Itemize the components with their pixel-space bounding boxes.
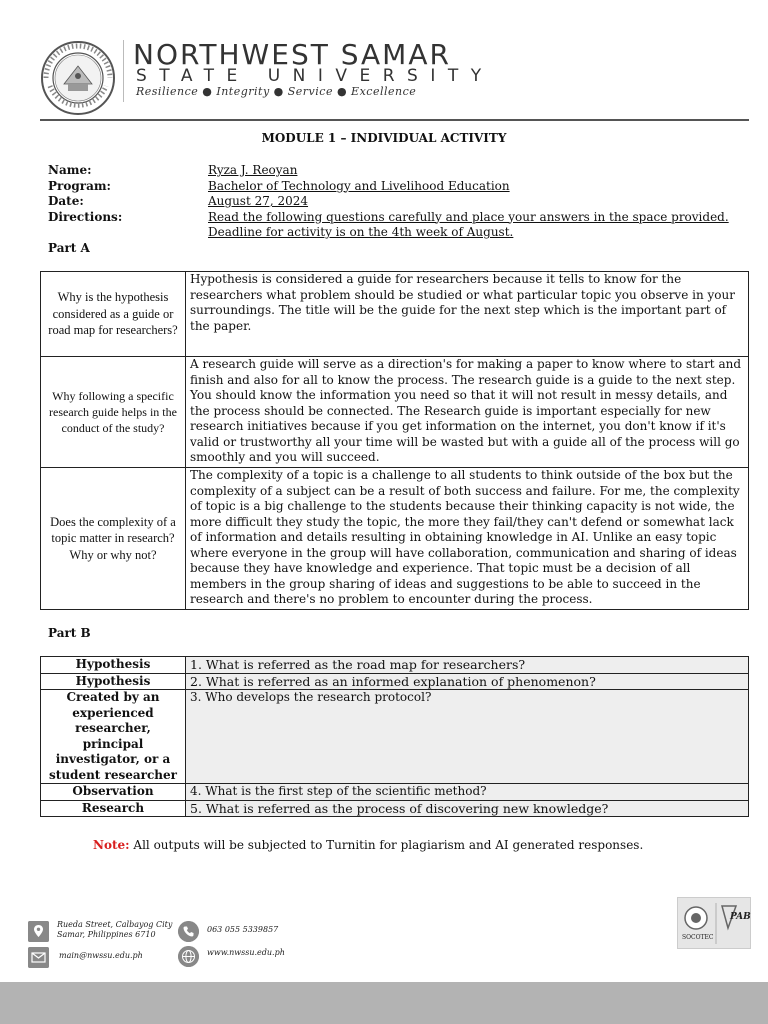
question-cell: Does the complexity of a topic matter in research? Why or why not? <box>41 468 186 610</box>
header-divider <box>123 40 124 102</box>
part-a-table <box>40 271 749 610</box>
mail-icon <box>28 947 49 968</box>
phone-number: 063 055 5339857 <box>207 925 279 934</box>
field-label: Name: <box>48 163 92 177</box>
header-rule <box>40 119 749 121</box>
table-row <box>41 800 749 817</box>
cert-label-pab: PAB <box>730 912 751 922</box>
note-text: All outputs will be subjected to Turnitin for plagiarism and AI generated responses. <box>133 838 644 852</box>
field-label: Program: <box>48 178 111 193</box>
email-link[interactable]: main@nwssu.edu.ph <box>59 951 143 960</box>
part-b-table <box>40 656 749 817</box>
note <box>93 838 643 852</box>
university-motto: Resilience ● Integrity ● Service ● Excellence <box>136 85 417 98</box>
globe-icon <box>178 946 199 967</box>
field-value-name: Ryza J. Reoyan <box>208 163 298 177</box>
certification-badges <box>677 897 751 949</box>
answer-cell: Hypothesis <box>41 657 186 674</box>
module-title: MODULE 1 – INDIVIDUAL ACTIVITY <box>261 131 507 145</box>
address-line-2: Samar, Philippines 6710 <box>57 930 156 939</box>
answer-cell: Observation <box>41 784 186 801</box>
answer-cell: Hypothesis <box>41 673 186 690</box>
address-line-1: Rueda Street, Calbayog City <box>57 920 173 929</box>
table-row <box>41 468 749 610</box>
table-row <box>41 657 749 674</box>
question-cell: Why is the hypothesis considered as a guide or road map for researchers? <box>41 272 186 357</box>
cert-label-socotec: SOCOTEC <box>682 934 714 941</box>
question-cell: 3. Who develops the research protocol? <box>186 690 749 784</box>
note-label: Note: <box>93 838 130 852</box>
question-cell: Why following a specific research guide helps in the conduct of the study? <box>41 357 186 468</box>
field-value-program: Bachelor of Technology and Livelihood Education <box>208 178 510 193</box>
university-name: NORTHWEST SAMAR <box>133 38 451 71</box>
answer-cell: A research guide will serve as a direction's for making a paper to know where to start and finish and also for all to know the process. The research guide is a guide to the next step. You should know the information you need so that it will not result in messy details, and the process should be connected. The Research guide is important especially for new research initiatives because if you get information on the internet, you don't know if it's valid or trustworthy all your time will be wasted but with a guide all of the process will go smoothly and you will succeed. <box>186 357 749 468</box>
location-pin-icon <box>28 921 49 942</box>
field-value-date: August 27, 2024 <box>208 194 309 208</box>
field-value-deadline: Deadline for activity is on the 4th week of August. <box>208 225 514 239</box>
field-label: Date: <box>48 194 84 208</box>
question-cell: 1. What is referred as the road map for researchers? <box>186 657 749 674</box>
website-link[interactable]: www.nwssu.edu.ph <box>207 948 285 957</box>
answer-cell: The complexity of a topic is a challenge to all students to think outside of the box but the complexity of a subject can be a result of both success and failure. For me, the complexity of topic is a big challenge to the students because their thinking capacity is not wide, the more difficult they study the topic, the more they fail/they can't defend or somewhat lack of information and details resulting in obtaining knowledge in AI. Unlike an easy topic where everyone in the group will have collaboration, communication and sharing of ideas because they have knowledge and experience. That topic must be a decision of all members in the group sharing of ideas and suggestions to be able to succeed in the research and there's no problem to encounter during the process. <box>186 468 749 610</box>
table-row <box>41 357 749 468</box>
question-cell: 2. What is referred as an informed explanation of phenomenon? <box>186 673 749 690</box>
table-row <box>41 690 749 784</box>
part-a-label: Part A <box>48 241 90 255</box>
table-row <box>41 784 749 801</box>
university-seal-logo <box>40 40 116 116</box>
answer-cell: Research <box>41 800 186 817</box>
table-row <box>41 272 749 357</box>
question-cell: 5. What is referred as the process of discovering new knowledge? <box>186 800 749 817</box>
field-value-directions: Read the following questions carefully and place your answers in the space provided. <box>208 209 729 224</box>
answer-cell: Hypothesis is considered a guide for researchers because it tells to know for the researchers what problem should be studied or what particular topic you observe in your surroundings. The title will be the guide for the next step which is the important part of the paper. <box>186 272 749 357</box>
phone-icon <box>178 921 199 942</box>
footer-band <box>0 982 768 1024</box>
field-label: Directions: <box>48 209 123 224</box>
question-cell: 4. What is the first step of the scientific method? <box>186 784 749 801</box>
university-subtitle: STATE UNIVERSITY <box>136 66 494 86</box>
answer-cell: Created by an experienced researcher, principal investigator, or a student researcher <box>41 690 186 784</box>
table-row <box>41 673 749 690</box>
part-b-label: Part B <box>48 626 91 640</box>
